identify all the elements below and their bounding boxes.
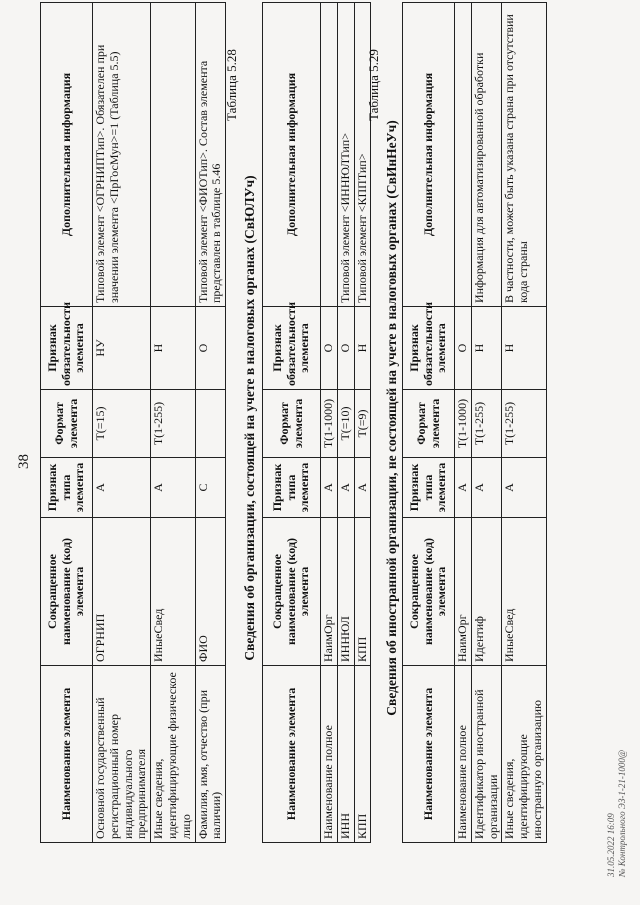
table-5-28: [262, 2, 371, 843]
table-row: Наименование полное НаимОрг А Т(1-1000) О: [455, 3, 472, 843]
table-title-5-29: Сведения об иностранной организации, не состоящей на учете в налоговых органах (СвИнНеУч): [384, 120, 399, 716]
table-header-row: [403, 3, 455, 843]
header-name: Наименование элемента: [403, 666, 455, 843]
table-row: Наименование полное НаимОрг А Т(1-1000) О: [321, 3, 338, 843]
table-title-5-28: Сведения об организации, состоящей на учете в налоговых органах (СвЮЛУч): [242, 175, 257, 661]
header-code: Сокращенное наименование (код) элемента: [263, 518, 321, 666]
header-required: Признак обязательности элемента: [403, 307, 455, 390]
header-code: Сокращенное наименование (код) элемента: [403, 518, 455, 666]
signature-date: 31.05.2022 16:09: [606, 813, 616, 877]
header-info: Дополнительная информация: [41, 3, 93, 307]
table-continuation: [40, 2, 226, 843]
table-header-row: [41, 3, 93, 843]
header-format: Формат элемента: [41, 390, 93, 458]
table-row: ИНН ИННЮЛ А Т(=10) О Типовой элемент <ИННЮЛТип>: [337, 3, 354, 843]
header-format: Формат элемента: [263, 390, 321, 458]
table-row: Иные сведения, идентифицирующие физическое лицо ИныеСвед А Т(1-255) Н: [151, 3, 195, 843]
signature-doc-number: № Контрольного ЭЗ-1-21-1000@: [616, 749, 627, 877]
header-type: Признак типа элемента: [263, 458, 321, 518]
signature-stamp: [606, 750, 628, 877]
table-caption-5-28: Таблица 5.28: [224, 49, 239, 121]
header-type: Признак типа элемента: [403, 458, 455, 518]
header-format: Формат элемента: [403, 390, 455, 458]
page-number: 38: [16, 454, 32, 469]
table-row: Идентификатор иностранной организации Идентиф А Т(1-255) Н Информация для автоматизированной обработки: [471, 3, 502, 843]
table-header-row: [263, 3, 321, 843]
header-info: Дополнительная информация: [403, 3, 455, 307]
header-type: Признак типа элемента: [41, 458, 93, 518]
header-code: Сокращенное наименование (код) элемента: [41, 518, 93, 666]
table-row: КПП КПП А Т(=9) Н Типовой элемент <КППТип>: [354, 3, 371, 843]
table-caption-5-29: Таблица 5.29: [366, 49, 381, 121]
header-required: Признак обязательности элемента: [41, 307, 93, 390]
table-row: Основной государственный регистрационный номер индивидуального предпринимателя ОГРНИП А Т(=15) НУ Типовой элемент <ОГРНИПТип>. Обязателен при значении элемента <ПрГосМун>=1 (Таблица 5.5): [93, 3, 151, 843]
table-5-29: [402, 2, 547, 843]
header-info: Дополнительная информация: [263, 3, 321, 307]
header-name: Наименование элемента: [263, 666, 321, 843]
table-row: Фамилия, имя, отчество (при наличии) ФИО С О Типовой элемент <ФИОТип>. Состав элемента представлен в таблице 5.46: [195, 3, 226, 843]
header-required: Признак обязательности элемента: [263, 307, 321, 390]
table-row: Иные сведения, идентифицирующие иностранную организацию ИныеСвед А Т(1-255) Н В частности, может быть указана страна при отсутствии кода страны: [502, 3, 546, 843]
header-name: Наименование элемента: [41, 666, 93, 843]
